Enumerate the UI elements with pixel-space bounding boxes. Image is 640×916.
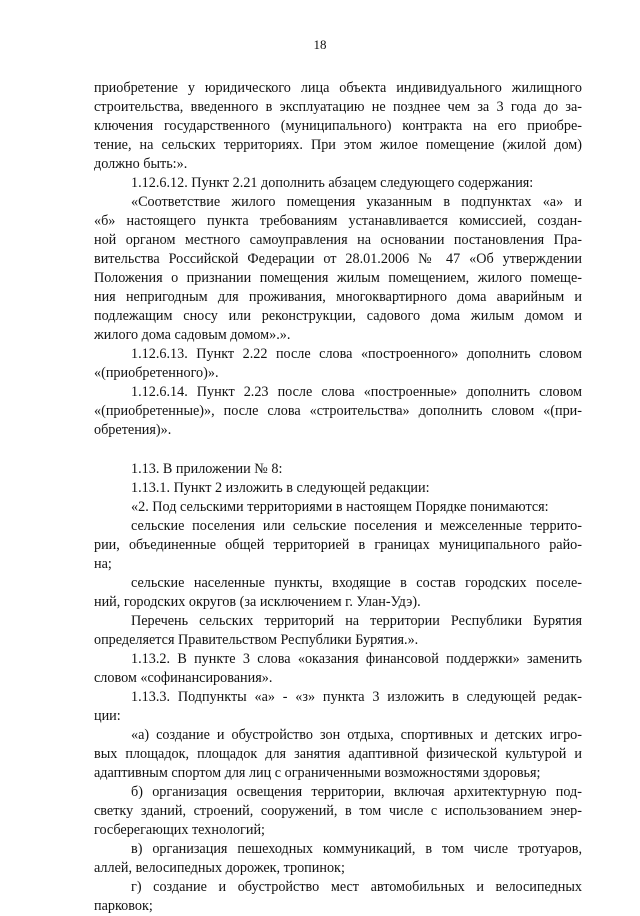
text-line: 1.13.2. В пункте 3 слова «оказания финансовой поддержки» заменить: [131, 651, 582, 667]
paragraph: [94, 726, 582, 783]
text-line: светку зданий, строений, сооружений, в том числе с использованием энер-: [94, 803, 582, 819]
text-line: адаптивным спортом для лиц с ограниченными возможностями здоровья;: [94, 765, 541, 781]
text-line: аллей, велосипедных дорожек, тропинок;: [94, 860, 345, 876]
text-line: «(приобретенные)», после слова «строительства» дополнить словом «(при-: [94, 403, 582, 419]
paragraph: [94, 783, 582, 840]
text-line: «б» настоящего пункта требованиям устанавливается комиссией, создан-: [94, 213, 582, 229]
text-line: рии, объединенные общей территорией в границах муниципального райо-: [94, 537, 582, 553]
text-line: «а) создание и обустройство зон отдыха, спортивных и детских игро-: [131, 727, 582, 743]
text-line: обретения)».: [94, 422, 172, 438]
text-line: вых площадок, площадок для занятия адаптивной физической культурой и: [94, 746, 582, 762]
paragraph: [94, 612, 582, 650]
text-line: определяется Правительством Республики Бурятия.».: [94, 632, 419, 648]
text-line: должно быть:».: [94, 156, 188, 172]
text-line: парковок;: [94, 898, 153, 914]
text-line: ния непригодным для проживания, многоквартирного дома аварийным и: [94, 289, 582, 305]
text-line: 1.13.3. Подпункты «а» - «з» пункта 3 изложить в следующей редак-: [131, 689, 582, 705]
text-line: «(приобретенного)».: [94, 365, 219, 381]
text-line: сельские поселения или сельские поселения и межселенные террито-: [131, 518, 582, 534]
paragraph: [94, 650, 582, 688]
paragraph: [94, 517, 582, 574]
text-line: строительства, введенного в эксплуатацию не позднее чем за 3 года до за-: [94, 99, 582, 115]
paragraph: [94, 174, 582, 193]
document-body: [94, 79, 582, 916]
text-line: 1.12.6.14. Пункт 2.23 после слова «построенные» дополнить словом: [131, 384, 582, 400]
paragraph: [94, 574, 582, 612]
page-number: 18: [313, 37, 327, 52]
text-line: госберегающих технологий;: [94, 822, 265, 838]
text-line: Положения о признании помещения жилым помещением, жилого помеще-: [94, 270, 582, 286]
text-line: «2. Под сельскими территориями в настоящем Порядке понимаются:: [131, 499, 549, 515]
text-line: на;: [94, 556, 112, 572]
paragraph: [94, 79, 582, 174]
text-line: подлежащим сносу или реконструкции, садового дома жилым домом и: [94, 308, 582, 324]
text-line: 1.12.6.13. Пункт 2.22 после слова «построенного» дополнить словом: [131, 346, 582, 362]
text-line: 1.13. В приложении № 8:: [131, 461, 283, 477]
paragraph-gap: [94, 440, 582, 460]
paragraph: [94, 479, 582, 498]
text-line: ний, городских округов (за исключением г. Улан-Удэ).: [94, 594, 421, 610]
paragraph: [94, 498, 582, 517]
text-line: Перечень сельских территорий на территории Республики Бурятия: [131, 613, 582, 629]
text-line: сельские населенные пункты, входящие в состав городских поселе-: [131, 575, 582, 591]
paragraph: [94, 688, 582, 726]
text-line: в) организация пешеходных коммуникаций, в том числе тротуаров,: [131, 841, 582, 857]
text-line: ной органом местного самоуправления на основании постановления Пра-: [94, 232, 582, 248]
text-line: 1.13.1. Пункт 2 изложить в следующей редакции:: [131, 480, 430, 496]
paragraph: [94, 460, 582, 479]
text-line: приобретение у юридического лица объекта индивидуального жилищного: [94, 80, 582, 96]
text-line: жилого дома садовым домом».».: [94, 327, 291, 343]
text-line: тение, на сельских территориях. При этом жилое помещение (жилой дом): [94, 137, 582, 153]
text-line: ции:: [94, 708, 121, 724]
text-line: г) создание и обустройство мест автомобильных и велосипедных: [131, 879, 582, 895]
text-line: б) организация освещения территории, включая архитектурную под-: [131, 784, 582, 800]
paragraph: [94, 345, 582, 383]
text-line: «Соответствие жилого помещения указанным в подпунктах «а» и: [131, 194, 582, 210]
paragraph: [94, 840, 582, 878]
paragraph: [94, 878, 582, 916]
text-line: ключения государственного (муниципального) контракта на его приобре-: [94, 118, 582, 134]
text-line: словом «софинансирования».: [94, 670, 273, 686]
paragraph: [94, 383, 582, 440]
paragraph: [94, 193, 582, 345]
text-line: вительства Российской Федерации от 28.01.2006 № 47 «Об утверждении: [94, 251, 582, 267]
text-line: 1.12.6.12. Пункт 2.21 дополнить абзацем следующего содержания:: [131, 175, 534, 191]
